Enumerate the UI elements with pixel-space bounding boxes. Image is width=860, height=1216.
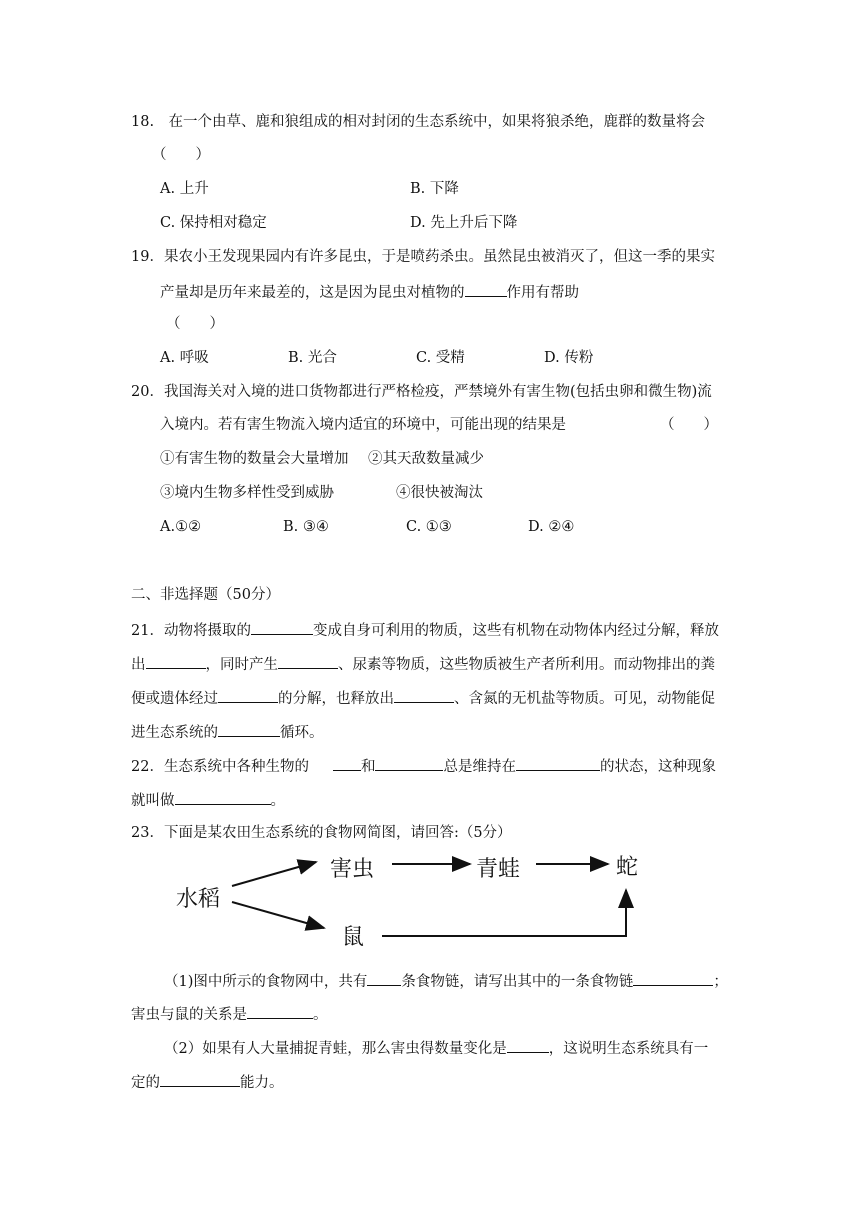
arrow-rice-to-pest (232, 862, 316, 886)
q22-blank-4[interactable] (175, 789, 271, 805)
q18-answer-paren: （ ） (152, 147, 210, 163)
q21-text: 进生态系统的 (131, 725, 218, 741)
q22-text: 总是维持在 (443, 759, 516, 775)
q21-text: 、含氮的无机盐等物质。可见，动物能促 (454, 691, 715, 707)
q19-stem: 19．果农小王发现果园内有许多昆虫，于是喷药杀虫。虽然昆虫被消灭了，但这一季的果实 (131, 249, 715, 265)
q21-text: 循环。 (280, 725, 324, 741)
q20-item-3: ③境内生物多样性受到威胁 (160, 485, 334, 501)
q19-line2-tail: 作用有帮助 (506, 285, 579, 301)
q20-option-d: D. ②④ (528, 519, 575, 535)
q23-text: （2）如果有人大量捕捉青蛙，那么害虫得数量变化是 (164, 1041, 507, 1057)
q21-text: 21．动物将摄取的 (131, 623, 251, 639)
q20-option-a: A.①② (160, 519, 202, 535)
q22-text: 的状态，这种现象 (599, 759, 716, 775)
q20-option-b: B. ③④ (283, 519, 329, 535)
q18-stem: 18. 在一个由草、鹿和狼组成的相对封闭的生态系统中，如果将狼杀绝，鹿群的数量将会 (131, 114, 706, 130)
food-web-arrows (170, 838, 670, 948)
q23-blank-5[interactable] (160, 1071, 240, 1087)
q23-stem: 23．下面是某农田生态系统的食物网简图，请回答:（5分） (131, 825, 512, 841)
food-web-diagram (170, 838, 670, 948)
q19-blank[interactable] (465, 281, 507, 297)
q21-text: 、尿素等物质，这些物质被生产者所利用。而动物排出的粪 (338, 657, 715, 673)
q18-option-c: C. 保持相对稳定 (160, 215, 267, 231)
node-pest: 害虫 (330, 857, 375, 882)
q19-answer-paren: （ ） (166, 316, 224, 332)
q21-text: 变成自身可利用的物质，这些有机物在动物体内经过分解，释放 (312, 623, 719, 639)
q21-blank-4[interactable] (218, 687, 278, 703)
q20-stem: 20．我国海关对入境的进口货物都进行严格检疫，严禁境外有害生物(包括虫卵和微生物)流 (131, 384, 712, 400)
q22-text: 就叫做 (131, 793, 175, 809)
section-title: 二、非选择题（50分） (131, 587, 280, 603)
q21-line2 (131, 653, 715, 675)
q20-answer-paren: （ ） (660, 417, 718, 433)
q19-option-c: C. 受精 (416, 350, 465, 366)
node-mouse: 鼠 (342, 925, 365, 950)
q23-text: ； (713, 974, 728, 990)
q23-part1-line1 (164, 970, 728, 992)
q23-part2-line2 (131, 1071, 284, 1093)
q21-line3 (131, 687, 715, 709)
q20-item-1: ①有害生物的数量会大量增加 (160, 451, 349, 467)
q19-option-a: A. 呼吸 (160, 350, 209, 366)
q18-option-d: D. 先上升后下降 (410, 215, 518, 231)
q21-blank-5[interactable] (394, 687, 454, 703)
node-rice: 水稻 (176, 887, 221, 912)
q23-part2-line1 (164, 1037, 708, 1059)
q19-line2 (160, 281, 579, 303)
q22-line2 (131, 789, 285, 811)
q21-text: ，同时产生 (205, 657, 278, 673)
node-snake: 蛇 (616, 855, 639, 880)
q22-text: 。 (270, 793, 285, 809)
q22-blank-2[interactable] (375, 755, 443, 771)
q23-blank-4[interactable] (507, 1037, 549, 1053)
q19-option-d: D. 传粉 (544, 350, 594, 366)
q21-blank-1[interactable] (251, 619, 313, 635)
q19-option-b: B. 光合 (288, 350, 337, 366)
q23-text: 能力。 (240, 1075, 284, 1091)
q21-line1 (131, 619, 719, 641)
arrow-rice-to-mouse (232, 902, 324, 928)
q19-line2-text: 产量却是历年来最差的，这是因为昆虫对植物的 (160, 285, 465, 301)
q23-text: （1)图中所示的食物网中，共有 (164, 974, 368, 990)
arrow-mouse-to-snake (382, 890, 626, 936)
q20-item-4: ④很快被淘汰 (396, 485, 483, 501)
q23-blank-2[interactable] (633, 970, 713, 986)
node-frog: 青蛙 (476, 857, 521, 882)
q22-text: 22．生态系统中各种生物的 (131, 759, 309, 775)
q23-text: 条食物链，请写出其中的一条食物链 (401, 974, 634, 990)
q22-line1 (131, 755, 716, 777)
q20-option-c: C. ①③ (406, 519, 452, 535)
q23-text: ，这说明生态系统具有一 (548, 1041, 709, 1057)
q18-option-a: A. 上升 (160, 181, 209, 197)
q23-part1-line2 (131, 1003, 328, 1025)
q22-text: 和 (360, 759, 376, 775)
q20-item-2: ②其天敌数量减少 (368, 451, 484, 467)
q21-text: 出 (131, 657, 146, 673)
q21-blank-2[interactable] (146, 653, 206, 669)
q22-blank-3[interactable] (516, 755, 600, 771)
q21-line4 (131, 721, 324, 743)
q23-blank-1[interactable] (367, 970, 401, 986)
q23-text: 。 (313, 1007, 328, 1023)
q21-text: 便或遗体经过 (131, 691, 218, 707)
q21-blank-3[interactable] (278, 653, 338, 669)
q21-text: 的分解，也释放出 (278, 691, 394, 707)
q21-blank-6[interactable] (218, 721, 280, 737)
q23-text: 害虫与鼠的关系是 (131, 1007, 247, 1023)
q20-line2: 入境内。若有害生物流入境内适宜的环境中，可能出现的结果是 (160, 417, 566, 433)
q23-blank-3[interactable] (247, 1003, 313, 1019)
q18-option-b: B. 下降 (410, 181, 459, 197)
q23-text: 定的 (131, 1075, 160, 1091)
q22-blank-1[interactable] (333, 755, 361, 771)
